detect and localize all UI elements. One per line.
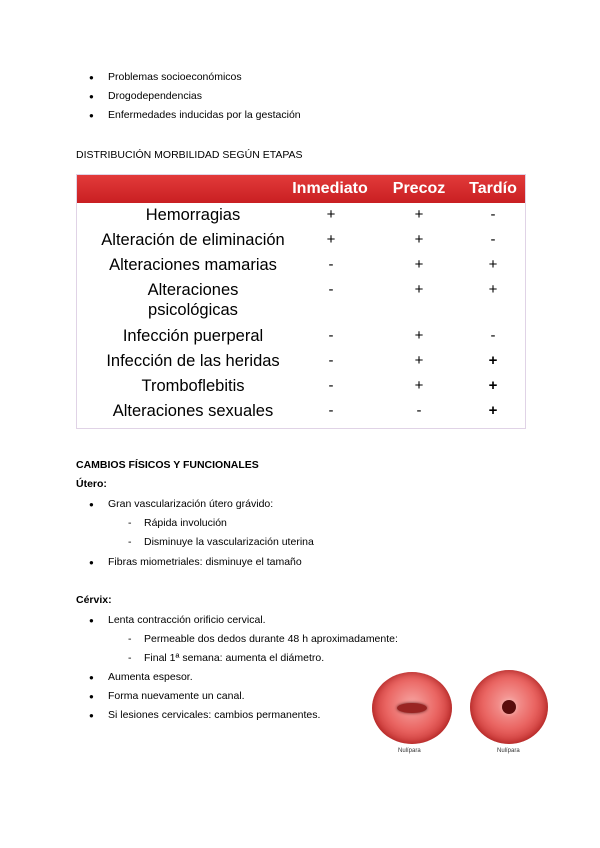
row-label: Infección de las heridas [106,352,280,370]
cell-precoz: + [414,377,424,394]
table-row [77,278,525,324]
cell-inmediato: - [328,352,334,369]
header-inmediato: Inmediato [292,180,368,197]
row-label: Hemorragias [145,206,241,224]
cell-inmediato: + [326,231,336,248]
cervical-os-round [502,700,516,714]
cell-precoz: + [414,231,424,248]
utero-heading: Útero: [76,478,107,490]
row-label: Alteraciones psicológicas [147,281,239,319]
left-image-caption: Nulípara [398,748,421,754]
cell-tardio: + [488,281,498,298]
table-row [77,253,525,278]
cell-tardio: + [488,256,498,273]
cell-tardio: - [490,231,496,248]
cervix-bullet-list [0,611,266,630]
distribution-heading: DISTRIBUCIÓN MORBILIDAD SEGÚN ETAPAS [76,149,303,161]
row-label: Tromboflebitis [141,377,245,395]
table-row [77,324,525,349]
header-precoz: Precoz [392,180,446,197]
cervix-dash-list [0,630,398,668]
table-row [77,374,525,399]
cell-precoz: - [416,402,422,419]
row-label: Alteración de eliminación [101,231,285,249]
table-row [77,228,525,253]
list-item: ● Problemas socioeconómicos [0,68,301,87]
utero-bullet-list-2 [0,553,302,572]
cell-tardio: - [490,327,496,344]
table-row [77,349,525,374]
table-header [77,175,525,203]
list-item: - Permeable dos dedos durante 48 h aproximadamente: [0,630,398,649]
list-item: ● Aumenta espesor. [0,668,320,687]
cervix-bullet-list-2 [0,668,320,725]
table-row [77,399,525,424]
cambios-heading: CAMBIOS FÍSICOS Y FUNCIONALES [76,459,259,471]
cell-inmediato: + [326,206,336,223]
cell-precoz: + [414,281,424,298]
header-tardio: Tardío [469,180,517,197]
cell-inmediato: - [328,281,334,298]
nulipara-cervix-image [470,670,548,744]
list-item: ● Gran vascularización útero grávido: [0,495,273,514]
cell-inmediato: - [328,377,334,394]
cell-inmediato: - [328,327,334,344]
multipara-cervix-image [372,672,452,744]
list-item: - Final 1ª semana: aumenta el diámetro. [0,649,398,668]
list-item: ● Lenta contracción orificio cervical. [0,611,266,630]
cell-precoz: + [414,352,424,369]
cell-tardio: - [490,206,496,223]
cell-precoz: + [414,206,424,223]
row-label: Alteraciones sexuales [112,402,274,420]
right-image-caption: Nulípara [497,748,520,754]
cell-inmediato: - [328,402,334,419]
list-item: ● Fibras miometriales: disminuye el tamaño [0,553,302,572]
cell-tardio: + [488,377,498,394]
cell-tardio: + [488,402,498,419]
cervix-heading: Cérvix: [76,594,112,606]
cell-tardio: + [488,352,498,369]
cell-precoz: + [414,327,424,344]
row-label: Infección puerperal [122,327,264,345]
row-label: Alteraciones mamarias [109,256,277,274]
list-item: ● Enfermedades inducidas por la gestación [0,106,301,125]
list-item: - Rápida involución [0,514,314,533]
list-item: ● Si lesiones cervicales: cambios permanentes. [0,706,320,725]
cell-precoz: + [414,256,424,273]
cervical-os-slit [397,703,427,713]
top-bullet-list [0,68,301,125]
morbidity-table [76,174,526,429]
list-item: ● Forma nuevamente un canal. [0,687,320,706]
utero-bullet-list [0,495,273,514]
cell-inmediato: - [328,256,334,273]
table-row [77,203,525,228]
utero-dash-list [0,514,314,552]
list-item: ● Drogodependencias [0,87,301,106]
list-item: - Disminuye la vascularización uterina [0,533,314,552]
